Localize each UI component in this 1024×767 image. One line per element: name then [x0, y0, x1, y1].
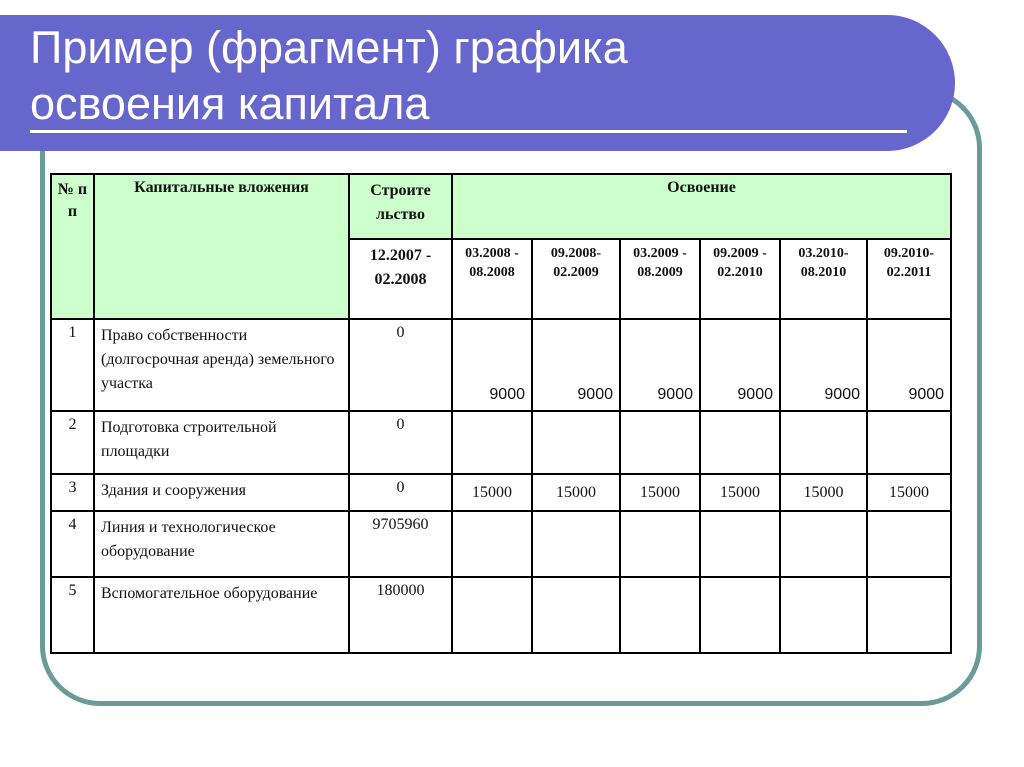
- row-value: 15000: [780, 474, 867, 511]
- row-num: 2: [51, 411, 94, 474]
- title-line-1: Пример (фрагмент) графика: [30, 22, 628, 73]
- header-development: Освоение: [452, 174, 951, 239]
- row-value: [452, 511, 532, 577]
- row-value: 9000: [700, 319, 780, 411]
- header-period: 03.2009 - 08.2009: [620, 239, 700, 319]
- row-value: [532, 577, 620, 653]
- row-construction: 180000: [349, 577, 452, 653]
- row-value: 9000: [620, 319, 700, 411]
- row-value: 15000: [700, 474, 780, 511]
- header-period: 03.2010- 08.2010: [780, 239, 867, 319]
- header-period: 03.2008 - 08.2008: [452, 239, 532, 319]
- row-num: 5: [51, 577, 94, 653]
- row-value: [700, 411, 780, 474]
- row-value: [452, 577, 532, 653]
- row-value: [620, 511, 700, 577]
- row-construction: 0: [349, 411, 452, 474]
- row-name: Подготовка строительной площадки: [94, 411, 349, 474]
- header-period: 09.2009 - 02.2010: [700, 239, 780, 319]
- row-value: [532, 411, 620, 474]
- row-name: Линия и технологическое оборудование: [94, 511, 349, 577]
- row-value: [620, 577, 700, 653]
- row-value: [867, 577, 951, 653]
- row-value: [532, 511, 620, 577]
- row-name: Право собственности (долгосрочная аренда) земельного участка: [94, 319, 349, 411]
- row-num: 1: [51, 319, 94, 411]
- table-row: [51, 411, 951, 474]
- row-value: 9000: [780, 319, 867, 411]
- row-value: 9000: [867, 319, 951, 411]
- row-value: [867, 411, 951, 474]
- header-period: 09.2010- 02.2011: [867, 239, 951, 319]
- slide-title: [30, 20, 628, 132]
- row-name: Здания и сооружения: [94, 474, 349, 511]
- row-value: [620, 411, 700, 474]
- title-underline: [30, 130, 907, 133]
- header-num: № п п: [51, 174, 94, 319]
- table-row: [51, 474, 951, 511]
- header-period: 09.2008- 02.2009: [532, 239, 620, 319]
- row-name: Вспомогательное оборудование: [94, 577, 349, 653]
- title-line-2: освоения капитала: [30, 78, 430, 129]
- row-construction: 0: [349, 474, 452, 511]
- header-investments: Капитальные вложения: [94, 174, 349, 319]
- row-value: 15000: [452, 474, 532, 511]
- row-value: 15000: [532, 474, 620, 511]
- table-row: [51, 577, 951, 653]
- row-value: [700, 511, 780, 577]
- row-value: [700, 577, 780, 653]
- row-value: 15000: [620, 474, 700, 511]
- row-construction: 9705960: [349, 511, 452, 577]
- table-row: [51, 511, 951, 577]
- row-value: [452, 411, 532, 474]
- row-value: 15000: [867, 474, 951, 511]
- row-construction: 0: [349, 319, 452, 411]
- row-value: [780, 411, 867, 474]
- row-value: [780, 511, 867, 577]
- row-value: 9000: [532, 319, 620, 411]
- row-num: 3: [51, 474, 94, 511]
- table-row: [51, 319, 951, 411]
- row-value: [867, 511, 951, 577]
- row-value: [780, 577, 867, 653]
- row-value: 9000: [452, 319, 532, 411]
- header-construction-period: 12.2007 - 02.2008: [349, 239, 452, 319]
- header-construction: Строите льство: [349, 174, 452, 239]
- capital-schedule-table: [50, 173, 952, 654]
- row-num: 4: [51, 511, 94, 577]
